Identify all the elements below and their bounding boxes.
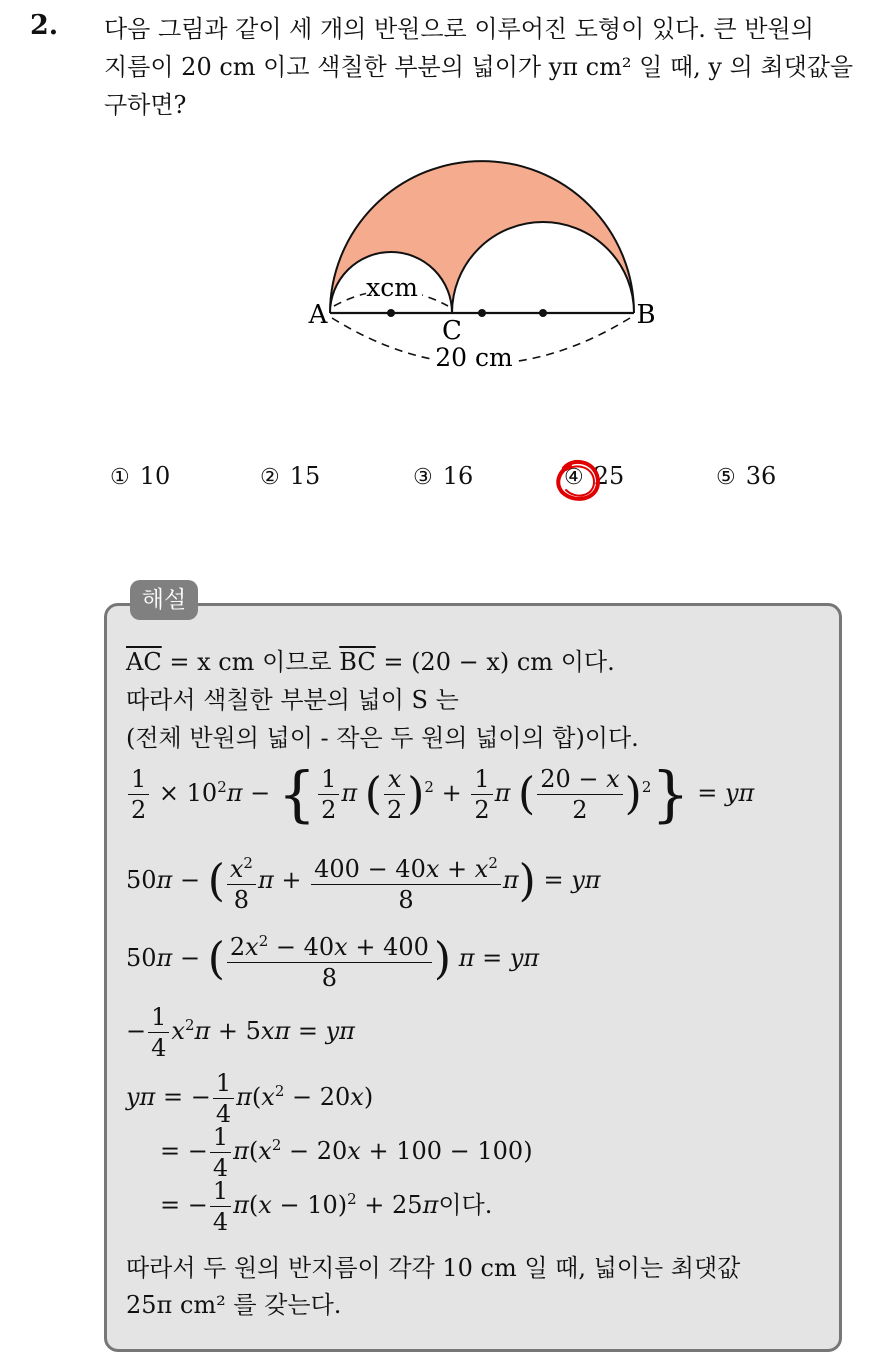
answer-circle-mark <box>554 458 602 506</box>
choice-5[interactable]: ⑤ 36 <box>716 462 777 490</box>
label-diameter: 20 cm <box>435 343 513 372</box>
choice-1[interactable]: ① 10 <box>110 462 171 490</box>
equation-1: $\frac{1}{2}$ × $10^2\pi$ − { $\frac{1}{2}$ π ( $\frac{x}{2}$ )$^2$ + $\frac{1}{2}$ π ( $\frac{20 - x}{2}$ )$^2$} = yπ <box>126 764 754 825</box>
solution-line-1: $\overline{AC} = x$ cm 이므로 $\overline{BC} = (20 - x)$ cm 이다. <box>126 648 615 676</box>
equation-7: = − $\frac{1}{4}$ $\pi(x - 10)^2 + 25\pi$이다. <box>160 1177 493 1236</box>
solution-badge: 해설 <box>130 580 198 620</box>
answer-choices <box>110 462 850 502</box>
equation-4: − $\frac{1}{4}$ $x^2\pi + 5x\pi = y\pi$ <box>126 1003 355 1062</box>
solution-closing-2: 25π cm² 를 갖는다. <box>126 1291 342 1319</box>
equation-6: = − $\frac{1}{4}$ $\pi(x^2 - 20x + 100 - 100)$ <box>160 1123 533 1182</box>
equation-3: 50π − ( $\frac{2x^2 - 40x + 400}{8}$ ) π = yπ <box>126 926 539 993</box>
solution-closing-1: 따라서 두 원의 반지름이 각각 10 cm 일 때, 넓이는 최댓값 <box>126 1254 741 1282</box>
choice-3[interactable]: ③ 16 <box>413 462 474 490</box>
semicircle-figure <box>290 140 670 394</box>
question-line-2: 지름이 20 cm 이고 색칠한 부분의 넓이가 yπ cm² 일 때, y 의 최댓값을 <box>104 53 854 81</box>
choice-2[interactable]: ② 15 <box>260 462 321 490</box>
question-text <box>104 10 864 124</box>
label-b: B <box>636 300 656 330</box>
semicircle-diagram <box>290 140 670 390</box>
equation-5: yπ = − $\frac{1}{4}$ $\pi(x^2 - 20x)$ <box>126 1069 374 1128</box>
equation-2: 50π − ( $\frac{x^2}{8}$ π + $\frac{400 - 40x + x^2}{8}$ π) = yπ <box>126 848 601 915</box>
point-center-large <box>478 309 486 317</box>
solution-line-2: 따라서 색칠한 부분의 넓이 S 는 <box>126 686 459 714</box>
label-x: xcm <box>366 273 418 302</box>
point-center-small <box>387 309 395 317</box>
question-line-3: 구하면? <box>104 91 187 119</box>
label-c: C <box>442 316 462 346</box>
point-center-medium <box>539 309 547 317</box>
label-a: A <box>308 300 328 330</box>
choice-4[interactable]: ④ 25 <box>564 462 625 490</box>
question-number: 2. <box>30 10 59 41</box>
solution-line-3: (전체 반원의 넓이 - 작은 두 원의 넓이의 합)이다. <box>126 724 639 752</box>
question-line-1: 다음 그림과 같이 세 개의 반원으로 이루어진 도형이 있다. 큰 반원의 <box>104 15 814 43</box>
